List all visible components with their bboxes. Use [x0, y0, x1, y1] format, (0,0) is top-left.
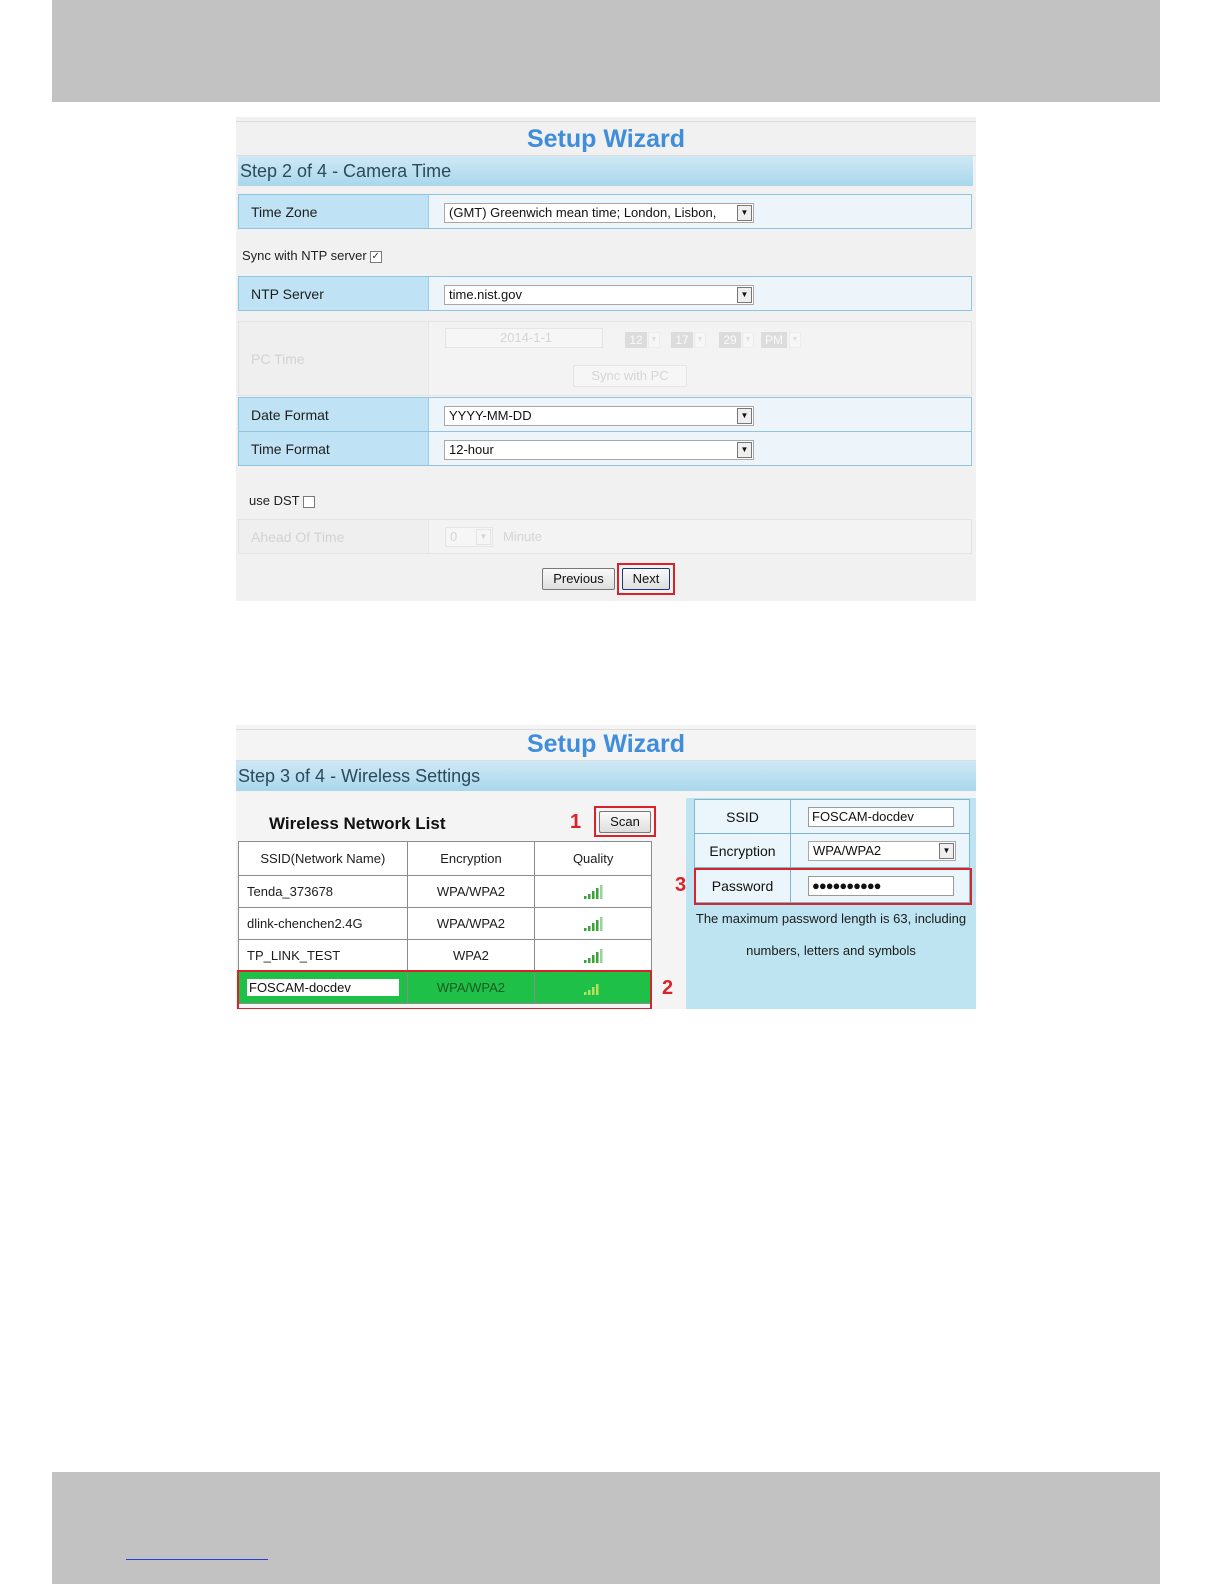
pc-time-date: 2014-1-1: [445, 328, 603, 348]
pc-time-ampm: PM: [761, 332, 787, 348]
network-ssid: Tenda_373678: [239, 876, 408, 908]
network-encryption: WPA/WPA2: [407, 972, 535, 1004]
time-format-row: [238, 431, 972, 466]
footer-link-underline[interactable]: [126, 1559, 268, 1560]
encryption-row: [694, 833, 970, 868]
previous-button[interactable]: Previous: [542, 568, 615, 590]
signal-strength-icon: [583, 885, 603, 899]
table-header-row: [239, 842, 652, 876]
setup-wizard-wireless: [236, 725, 976, 1009]
time-format-select[interactable]: [444, 440, 754, 460]
date-format-row: [238, 397, 972, 432]
marker-3: 3: [675, 874, 687, 896]
sync-ntp-row: [242, 248, 382, 263]
use-dst-row: [249, 493, 315, 508]
title-rule-top: [236, 121, 976, 122]
encryption-value: WPA/WPA2: [813, 843, 882, 858]
setup-wizard-camera-time: [236, 117, 976, 601]
ahead-of-time-unit: Minute: [503, 529, 543, 544]
chevron-down-icon: ▼: [476, 529, 491, 545]
encryption-label: Encryption: [695, 834, 791, 867]
chevron-down-icon: ▼: [939, 843, 954, 859]
chevron-down-icon: ▼: [789, 332, 801, 348]
chevron-down-icon: ▼: [694, 332, 706, 348]
network-ssid: FOSCAM-docdev: [247, 979, 399, 996]
wizard-title: Setup Wizard: [526, 730, 686, 758]
signal-strength-icon: [583, 917, 603, 931]
ntp-server-select[interactable]: [444, 285, 754, 305]
ahead-of-time-value: 0: [450, 529, 458, 544]
wizard-title: Setup Wizard: [526, 125, 686, 153]
ssid-row: [694, 799, 970, 834]
marker-2: 2: [662, 977, 674, 999]
chevron-down-icon: ▼: [742, 332, 754, 348]
date-format-label: Date Format: [239, 398, 429, 431]
password-highlight-box: [694, 868, 972, 905]
time-zone-row: [238, 194, 972, 229]
network-encryption: WPA/WPA2: [407, 908, 535, 940]
page-header-band: [52, 0, 1160, 102]
col-ssid: SSID(Network Name): [239, 842, 408, 876]
sync-ntp-checkbox[interactable]: ✓: [371, 250, 380, 262]
sync-ntp-label: Sync with NTP server: [242, 248, 367, 263]
ahead-of-time-label: Ahead Of Time: [239, 520, 429, 553]
password-hint-line2: numbers, letters and symbols: [746, 943, 916, 958]
network-ssid: TP_LINK_TEST: [239, 940, 408, 972]
pc-time-second: 29: [719, 332, 741, 348]
network-ssid: dlink-chenchen2.4G: [239, 908, 408, 940]
next-button[interactable]: Next: [622, 568, 670, 590]
table-row[interactable]: [239, 876, 652, 908]
time-format-value: 12-hour: [449, 442, 494, 457]
network-encryption: WPA/WPA2: [407, 876, 535, 908]
ssid-input[interactable]: FOSCAM-docdev: [808, 807, 954, 827]
pc-time-row: [238, 321, 972, 396]
table-row[interactable]: [239, 940, 652, 972]
ntp-server-label: NTP Server: [239, 277, 429, 310]
date-format-select[interactable]: [444, 406, 754, 426]
time-zone-label: Time Zone: [239, 195, 429, 228]
step-header: Step 3 of 4 - Wireless Settings: [236, 761, 976, 791]
encryption-select[interactable]: [808, 841, 956, 861]
col-quality: Quality: [535, 842, 652, 876]
scan-button[interactable]: Scan: [599, 811, 651, 833]
use-dst-checkbox[interactable]: [303, 496, 315, 508]
chevron-down-icon: ▼: [648, 332, 660, 348]
chevron-down-icon: ▼: [737, 287, 752, 303]
ntp-server-value: time.nist.gov: [449, 287, 522, 302]
sync-with-pc-button: Sync with PC: [573, 365, 687, 387]
wireless-network-list-title: Wireless Network List: [269, 814, 446, 833]
step-header: Step 2 of 4 - Camera Time: [238, 156, 973, 186]
time-format-label: Time Format: [239, 432, 429, 465]
time-zone-select[interactable]: [444, 203, 754, 223]
marker-1: 1: [570, 811, 582, 833]
ntp-server-row: [238, 276, 972, 311]
wireless-settings-form: [686, 798, 976, 1009]
chevron-down-icon: ▼: [737, 408, 752, 424]
network-encryption: WPA2: [407, 940, 535, 972]
signal-strength-icon: [583, 949, 603, 963]
password-hint-line1: The maximum password length is 63, including: [695, 911, 967, 926]
time-zone-value: (GMT) Greenwich mean time; London, Lisbon,: [449, 205, 717, 220]
pc-time-hour: 12: [625, 332, 647, 348]
ssid-label: SSID: [695, 800, 791, 833]
page-footer-band: [52, 1472, 1160, 1584]
col-encryption: Encryption: [407, 842, 535, 876]
chevron-down-icon: ▼: [737, 442, 752, 458]
pc-time-label: PC Time: [239, 322, 429, 395]
password-label: Password: [695, 869, 791, 902]
ahead-of-time-row: [238, 519, 972, 554]
use-dst-label: use DST: [249, 493, 300, 508]
ahead-of-time-select: [445, 527, 493, 547]
selected-network-highlight-box: [237, 970, 652, 1009]
password-input[interactable]: ●●●●●●●●●●: [808, 876, 954, 896]
pc-time-minute: 17: [671, 332, 693, 348]
chevron-down-icon: ▼: [737, 205, 752, 221]
table-row[interactable]: [239, 908, 652, 940]
date-format-value: YYYY-MM-DD: [449, 408, 532, 423]
